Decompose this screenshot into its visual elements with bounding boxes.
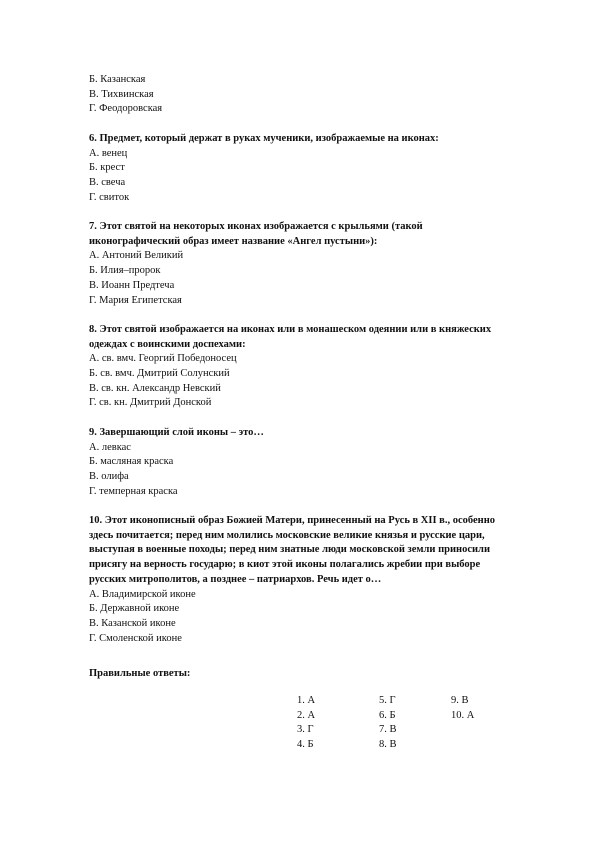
option: Б. Казанская <box>89 74 146 85</box>
option: Г. темперная краска <box>89 485 178 497</box>
question-text: 8. Этот святой изображается на иконах или в монашеском одеянии или в княжеских одеждах с воинскими доспехами: <box>89 323 492 350</box>
option: А. св. вмч. Георгий Победоносец <box>89 353 237 365</box>
answer-cell: 8. В <box>379 738 397 750</box>
option: Б. масляная краска <box>89 456 174 468</box>
option: А. Антоний Великий <box>89 250 184 262</box>
answer-cell: 6. Б <box>379 709 396 721</box>
option: В. Казанской иконе <box>89 617 176 629</box>
answer-cell: 2. А <box>297 709 316 721</box>
answer-cell: 10. А <box>451 709 475 721</box>
option: Б. Державной иконе <box>89 603 180 615</box>
question-text: 10. Этот иконописный образ Божией Матери, принесенный на Русь в XII в., особенно здесь почитается; перед ним молились московские великие князья и русские цари, выступая в военные походы; перед ним знатные люди московской земли приносили присягу на верность государю; в киот этой иконы полагались жребии при выборе русских митрополитов, а позднее – патриархов. Речь идет о… <box>89 515 495 585</box>
option: А. Владимирской иконе <box>89 588 196 600</box>
option: Б. крест <box>89 162 125 174</box>
option: В. Тихвинская <box>89 88 154 100</box>
option: В. Иоанн Предтеча <box>89 279 175 291</box>
option: В. олифа <box>89 470 129 482</box>
document-body <box>89 73 509 682</box>
option: Б. св. вмч. Дмитрий Солунский <box>89 368 230 380</box>
answer-cell: 1. А <box>297 695 316 706</box>
question-text: 7. Этот святой на некоторых иконах изображается с крыльями (такой иконографический образ имеет название «Ангел пустыни»): <box>89 221 423 247</box>
question-9 <box>89 426 509 500</box>
question-7 <box>89 220 509 308</box>
question-6 <box>89 132 509 206</box>
answers-grid <box>297 694 511 752</box>
option: Г. Смоленской иконе <box>89 632 182 644</box>
option: Г. Мария Египетская <box>89 294 182 306</box>
option: В. св. кн. Александр Невский <box>89 382 221 394</box>
answer-cell: 9. В <box>451 695 469 706</box>
question-8 <box>89 323 509 411</box>
question-text: 9. Завершающий слой иконы – это… <box>89 426 264 438</box>
intro-options <box>89 73 509 117</box>
option: Г. Феодоровская <box>89 103 163 115</box>
question-text: 6. Предмет, который держат в руках мученики, изображаемые на иконах: <box>89 132 439 144</box>
answer-cell: 7. В <box>379 724 397 736</box>
answer-cell: 4. Б <box>297 738 314 750</box>
answer-cell <box>451 723 511 738</box>
option: Г. св. кн. Дмитрий Донской <box>89 397 212 409</box>
option: А. левкас <box>89 441 131 453</box>
option: Б. Илия–пророк <box>89 265 161 277</box>
option: В. свеча <box>89 176 126 188</box>
answer-cell <box>451 738 511 753</box>
answer-cell: 5. Г <box>379 695 396 706</box>
answer-cell: 3. Г <box>297 724 314 736</box>
option: Г. свиток <box>89 191 130 203</box>
question-10 <box>89 514 509 646</box>
option: А. венец <box>89 147 128 159</box>
answers-title: Правильные ответы: <box>89 668 191 680</box>
